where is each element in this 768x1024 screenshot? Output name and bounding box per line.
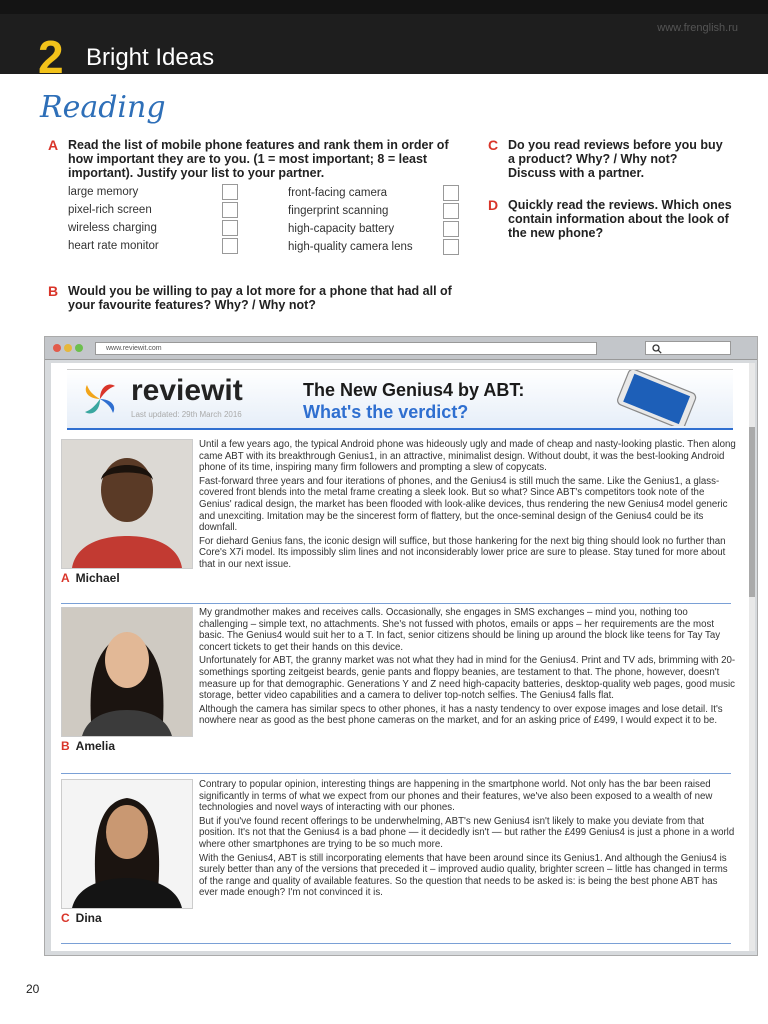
task-d-letter: D <box>488 197 499 213</box>
rank-box[interactable] <box>443 239 459 255</box>
task-b-letter: B <box>48 283 59 299</box>
feature-item: large memory <box>68 186 139 198</box>
rank-box[interactable] <box>222 238 238 254</box>
rank-box[interactable] <box>443 185 459 201</box>
task-c-text: Do you read reviews before you buy a product? Why? / Why not? Discuss with a partner. <box>508 138 723 180</box>
rank-box[interactable] <box>222 184 238 200</box>
unit-number: 2 <box>38 31 64 83</box>
rank-box[interactable] <box>443 221 459 237</box>
webpage <box>51 363 749 951</box>
last-updated: Last updated: 29th March 2016 <box>131 410 242 419</box>
rank-box[interactable] <box>222 202 238 218</box>
unit-title: Bright Ideas <box>86 44 215 71</box>
review-divider <box>61 773 731 774</box>
reviewer-photo-amelia <box>61 607 193 737</box>
review-divider <box>61 943 731 944</box>
article-headline: The New Genius4 by ABT: <box>303 380 525 400</box>
rank-box[interactable] <box>222 220 238 236</box>
scrollbar-thumb[interactable] <box>749 427 755 597</box>
review-amelia <box>61 607 741 773</box>
task-c-letter: C <box>488 137 499 153</box>
feature-item: fingerprint scanning <box>288 205 389 217</box>
maximize-window-icon[interactable] <box>75 344 83 352</box>
review-text: Contrary to popular opinion, interesting things are happening in the smartphone world. Not only has the bar been raised significantly in terms of what we expect from our phones and their features, we've also been exposed to a wealth of new technologies and novel ways of interacting with our phones. But if you've found recent offerings to be underwhelming, ABT's new Genius4 isn't likely to make you deviate from that position. It's not that the Genius4 is a bad phone — it decidedly isn't — but rather the £499 Genius4 is just a phone in a world where other smartphones are trying to be so much more. With the Genius4, ABT is still incorporating elements that have been around since its Genius1. And although the Genius4 is surely better than any of the versions that preceded it – improved audio quality, brighter screen – little has changed in terms of the range and quality of available features. So the question that needs to be asked is: is being the best phone ABT has ever made enough? I'm not convinced it is. <box>199 779 735 899</box>
minimize-window-icon[interactable] <box>64 344 72 352</box>
task-b <box>48 283 468 312</box>
review-text: Until a few years ago, the typical Android phone was hideously ugly and made of cheap and nasty-looking plastic. Then along came ABT with its breakthrough Genius1, in an attractive, minimalist design. Without doubt, it was the best-looking Android phone of its time, inspiring many firm followers and prompting a slew of copycats. Fast-forward three years and four iterations of phones, and the Genius4 is still much the same. Like the Genius1, a glass-covered front blends into the metal frame creating a sleek look. But so what? Since ABT's competitors took note of the Genius' radical design, the market has been flooded with look-alike devices, thus rendering the new Genius4 model generic and unexciting. Imitation may be the sincerest form of flattery, but the once-seminal design of the Genius4 could be its downfall. For diehard Genius fans, the iconic design will suffice, but those hankering for the next big thing should look no further than Core's X7i model. Its impossibly slim lines and not inconsiderably lower price are sure to please. Stay tuned for more about that in our next issue. <box>199 439 736 570</box>
reviewer-photo-michael <box>61 439 193 569</box>
task-a-letter: A <box>48 137 59 153</box>
unit-header <box>0 14 768 83</box>
top-strip <box>0 0 768 14</box>
reviewit-logo-icon <box>77 376 123 422</box>
review-michael <box>61 439 741 605</box>
task-a-text: Read the list of mobile phone features and rank them in order of how important they are to you. (1 = most important; 8 = least important). Justify your list to your partner. <box>68 138 449 180</box>
close-window-icon[interactable] <box>53 344 61 352</box>
section-title: Reading <box>40 90 166 125</box>
feature-item: front-facing camera <box>288 187 388 199</box>
browser-window <box>44 336 758 956</box>
review-divider <box>61 603 731 604</box>
reviewer-photo-dina <box>61 779 193 909</box>
review-text: My grandmother makes and receives calls. Occasionally, she engages in SMS exchanges – mind you, nothing too challenging – simple text, no attachments. She's not fussed with photos, emails or apps – her requirements are the most basic. The Genius4 would suit her to a T. In fact, senior citizens should be lining up around the block like teens for Tay Tay concert tickets to get their hands on this device. Unfortunately for ABT, the granny market was not what they had in mind for the Genius4. Print and TV ads, brimming with 20-somethings sporting zeitgeist beards, genie pants and floppy beanies, are testament to that. The phone, however, doesn't measure up for that demographic. Generations Y and Z need high-capacity batteries, desktop-quality web pages, good music storage, better video capabilities and a camera to deliver top-notch selfies. The Genius4 falls flat. Although the camera has similar specs to other phones, it has a nasty tendency to over expose images and lose detail. It's nowhere near as good as the best phone cameras on the market, and for an asking price of £499, I would expect it to be. <box>199 607 736 727</box>
feature-item: wireless charging <box>68 222 157 234</box>
task-b-text: Would you be willing to pay a lot more for a phone that had all of your favourite features? Why? / Why not? <box>68 284 452 312</box>
watermark-url: www.frenglish.ru <box>657 22 738 34</box>
task-c <box>488 137 728 180</box>
magnifier-icon <box>652 344 662 354</box>
page-number: 20 <box>26 982 40 996</box>
feature-item: high-capacity battery <box>288 223 395 235</box>
browser-toolbar <box>45 337 757 360</box>
reviewer-name: B Amelia <box>61 739 116 753</box>
task-d-text: Quickly read the reviews. Which ones contain information about the look of the new phone? <box>508 198 732 240</box>
review-dina <box>61 779 741 945</box>
feature-item: high-quality camera lens <box>288 241 413 253</box>
feature-item: heart rate monitor <box>68 240 159 252</box>
reviewer-name: A Michael <box>61 571 120 585</box>
smartphone-icon <box>607 370 707 426</box>
rank-box[interactable] <box>443 203 459 219</box>
browser-search[interactable] <box>645 341 731 355</box>
task-d <box>488 197 733 240</box>
task-a <box>48 137 458 180</box>
site-banner <box>67 369 733 430</box>
feature-item: pixel-rich screen <box>68 204 152 216</box>
article-subhead: What's the verdict? <box>303 402 469 422</box>
address-bar[interactable]: www.reviewit.com <box>95 342 597 355</box>
reviewer-name: C Dina <box>61 911 102 925</box>
brand-name[interactable]: reviewit <box>131 374 243 407</box>
